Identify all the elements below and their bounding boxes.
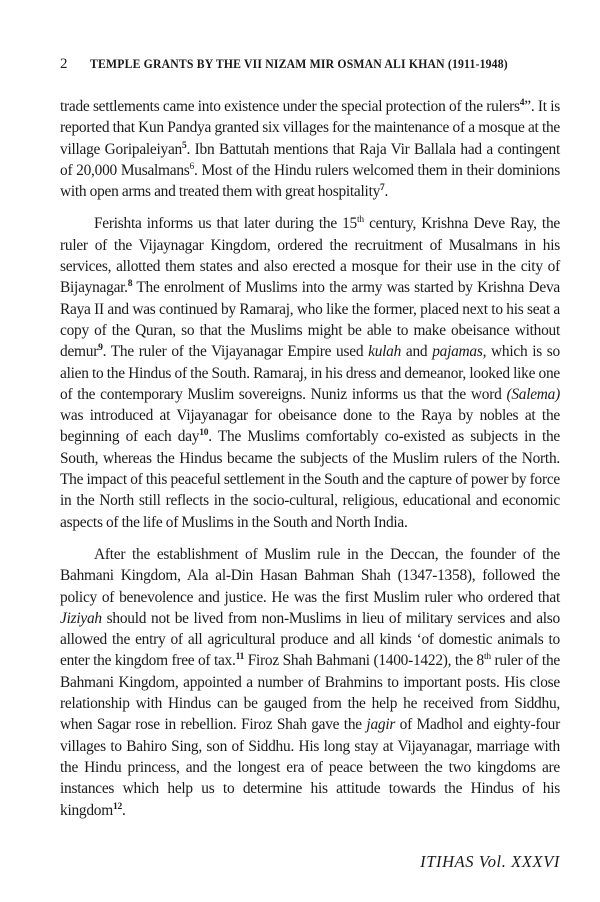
ordinal-suffix: th bbox=[484, 652, 491, 663]
footnote-ref: 4 bbox=[519, 97, 525, 108]
text-segment: ruler of the Bahmani Kingdom, appointed a number of Brahmins to important posts. His close relationship with Hindus can be gauged from the help he received from Siddhu, when Sagar rose in rebellion. Firoz Shah gave the bbox=[60, 652, 560, 734]
text-segment: and bbox=[401, 343, 433, 361]
paragraph-3 bbox=[60, 544, 560, 821]
text-segment: . Most of the Hindu rulers welcomed them in their dominions with open arms and treated them with great hospitality bbox=[60, 161, 560, 201]
italic-term: pajamas, bbox=[432, 343, 487, 361]
text-segment: of Madhol and eighty-four villages to Bahiro Sing, son of Siddhu. His long stay at Vijayanagar, marriage with the Hindu princess, and the longest era of peace between the two kingdoms are instances which help us to determine his attitude towards the Hindus of his kingdom bbox=[60, 716, 560, 819]
text-segment: century, Krishna Deve Ray, the ruler of the Vijaynagar Kingdom, ordered the recruitment of Musalmans in his services, allotted them states and also erected a mosque for their use in the city of Bijaynagar. bbox=[60, 215, 560, 297]
text-segment: should not be lived from non-Muslims in lieu of military services and also allowed the entry of all agricultural produce and all kinds ‘of domestic animals to enter the kingdom free of tax. bbox=[60, 609, 560, 670]
text-segment: After the establishment of Muslim rule in the Deccan, the founder of the Bahmani Kingdom, Ala al-Din Hasan Bahman Shah (1347-1358), followed the policy of benevolence and justice. He was the first Muslim ruler who ordered that bbox=[60, 545, 560, 606]
footnote-ref: 6 bbox=[189, 161, 195, 172]
journal-footer: ITIHAS Vol. XXXVI bbox=[420, 852, 560, 871]
text-segment: Firoz Shah Bahmani (1400-1422), the 8 bbox=[244, 652, 485, 670]
text-segment: ”. It is reported that Kun Pandya granted six villages for the maintenance of a mosque at the village Goripaleiyan bbox=[60, 98, 560, 158]
text-segment: . bbox=[121, 801, 126, 819]
text-segment: was introduced at Vijayanagar for obeisance done to the Raya by nobles at the beginning of each day bbox=[60, 407, 560, 446]
text-segment: . The ruler of the Vijayanagar Empire used bbox=[102, 343, 369, 361]
footnote-ref: 11 bbox=[235, 652, 245, 663]
text-segment: The enrolment of Muslims into the army was started by Krishna Deva Raya II and was continued by Ramaraj, who like the former, placed next to his seat a copy of the Quran, so that the Muslims might be able to make obeisance without demur bbox=[60, 279, 560, 361]
paragraph-2 bbox=[60, 213, 560, 532]
text-segment: . The Muslims comfortably co-existed as subjects in the South, whereas the Hindus became the subjects of the Muslim rulers of the North. The impact of this peaceful settlement in the South and the capture of power by force in the North still reflects in the socio-cultural, religious, educational and economic aspects of the life of Muslims in the South and North India. bbox=[60, 428, 560, 531]
italic-term: kulah bbox=[368, 343, 402, 361]
text-segment: Ferishta informs us that later during the 15 bbox=[94, 215, 358, 233]
book-page bbox=[60, 56, 560, 832]
italic-term: jagir bbox=[366, 716, 396, 734]
footnote-ref: 9 bbox=[98, 343, 103, 354]
footnote-ref: 10 bbox=[199, 428, 209, 439]
italic-term: Jiziyah bbox=[60, 609, 102, 627]
footnote-ref: 7 bbox=[380, 183, 385, 194]
italic-term: (Salema) bbox=[506, 385, 560, 403]
page-number: 2 bbox=[60, 56, 68, 72]
running-head bbox=[60, 56, 560, 78]
text-segment: . Ibn Battutah mentions that Raja Vir Ballala had a contingent of 20,000 Musalmans bbox=[60, 140, 560, 179]
footnote-ref: 12 bbox=[112, 801, 122, 812]
footnote-ref: 5 bbox=[182, 140, 187, 151]
footnote-ref: 8 bbox=[127, 279, 133, 290]
text-segment: trade settlements came into existence under the special protection of the rulers bbox=[60, 98, 520, 115]
paragraph-1 bbox=[60, 96, 560, 202]
running-title: TEMPLE GRANTS BY THE VII NIZAM MIR OSMAN ALI KHAN (1911-1948) bbox=[90, 57, 508, 71]
ordinal-suffix: th bbox=[357, 215, 364, 226]
text-segment: . bbox=[384, 183, 389, 201]
text-segment: which is so alien to the Hindus of the South. Ramaraj, in his dress and demeanor, looked like one of the contemporary Muslim sovereigns. Nuniz informs us that the word bbox=[60, 343, 560, 403]
